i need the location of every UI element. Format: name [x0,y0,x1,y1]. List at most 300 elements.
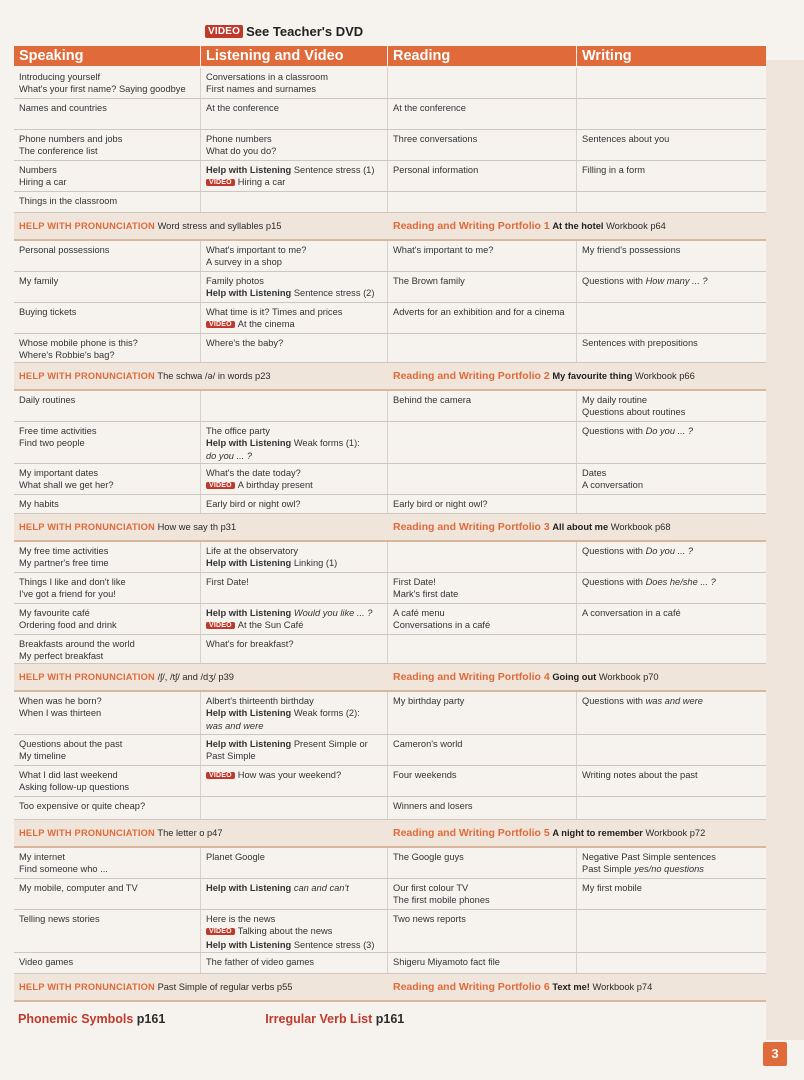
cell-line [206,720,382,732]
cell-text: My perfect breakfast [19,651,104,662]
table-cell [577,604,766,634]
cell-text: My internet [19,852,65,862]
cell-text: A café menu [393,608,445,618]
cell-line [206,769,382,782]
cell-line [582,337,761,349]
cell-line [19,479,195,491]
cell-text: Questions with [582,276,646,286]
pronunciation-text: The schwa /ə/ in words p23 [157,371,271,381]
portfolio-label: Reading and Writing Portfolio 6 [393,981,550,993]
table-cell [14,879,201,909]
cell-line [19,588,195,600]
cell-line [206,256,382,268]
cell-text: Writing notes about the past [582,770,698,780]
help-with-pronunciation [14,221,388,231]
cell-text: What's your first name? Saying goodbye [19,84,186,95]
pronunciation-portfolio-band [14,514,766,542]
table-row [14,68,766,99]
cell-line [206,306,382,318]
cell-text: Conversations in a classroom [206,72,328,82]
cell-text: Asking follow-up questions [19,782,130,793]
table-cell [201,130,388,160]
help-with-listening-label: Help with Listening [206,165,292,175]
table-cell [577,692,766,734]
pronunciation-label: HELP WITH PRONUNCIATION [19,672,155,682]
cell-line [19,83,195,95]
cell-text: Find someone who ... [19,864,108,875]
cell-text: My mobile, computer and TV [19,883,138,893]
cell-line [393,244,571,256]
table-row [14,422,766,464]
cell-line [393,800,571,812]
cell-line [393,588,571,600]
cell-line [582,695,761,707]
cell-line [582,851,761,863]
cell-line [206,956,382,968]
cell-text: Daily routines [19,395,76,405]
table-cell [577,797,766,819]
table-cell [577,735,766,765]
cell-line [19,71,195,83]
table-cell [577,241,766,271]
table-cell [388,303,577,333]
cell-line [19,195,195,207]
cell-text: Where's Robbie's bag? [19,350,115,361]
pronunciation-portfolio-band [14,213,766,241]
table-cell [201,391,388,421]
phonemic-symbols-link[interactable]: Phonemic Symbols p161 [18,1012,166,1026]
cell-line [19,695,195,707]
cell-line [582,133,761,145]
cell-line [206,176,382,189]
portfolio-label: Reading and Writing Portfolio 3 [393,521,550,533]
cell-text: The conference list [19,146,98,157]
help-with-listening-label: Help with Listening [206,288,292,299]
cell-text: Sentence stress (1) [291,165,375,175]
cell-text: What's for breakfast? [206,639,294,649]
cell-line [19,437,195,449]
video-badge: VIDEO [206,482,235,489]
cell-line [206,851,382,863]
table-cell [577,879,766,909]
portfolio-title: Text me! [552,982,590,992]
cell-text: Negative Past Simple sentences [582,852,716,862]
table-cell [14,604,201,634]
cell-line [393,851,571,863]
cell-text: Find two people [19,438,85,449]
cell-line [19,164,195,176]
cell-text: Cameron's world [393,739,463,749]
cell-line [19,800,195,812]
table-cell [14,635,201,663]
cell-text: My birthday party [393,696,465,706]
cell-line [206,619,382,632]
cell-line [206,707,382,719]
cell-line [206,337,382,349]
table-cell [14,161,201,191]
table-cell [577,391,766,421]
table-row [14,241,766,272]
cell-text: Four weekends [393,770,457,780]
table-cell [388,573,577,603]
table-cell [201,573,388,603]
table-cell [577,272,766,302]
table-cell [14,303,201,333]
cell-text: What's the date today? [206,468,301,478]
table-cell [388,241,577,271]
table-row [14,464,766,495]
cell-text: A conversation [582,480,643,491]
table-cell [577,68,766,98]
help-with-listening-label: Help with Listening [206,939,292,950]
cell-text: Sentences about you [582,134,670,144]
cell-line [19,750,195,762]
cell-line [19,781,195,793]
cell-line [582,545,761,557]
table-row [14,735,766,766]
cell-text: Free time activities [19,426,97,436]
cell-text: Numbers [19,165,57,175]
cell-line [19,176,195,188]
cell-text: Linking (1) [291,558,338,569]
table-cell [388,334,577,362]
cell-text: The Google guys [393,852,464,862]
cell-line [19,851,195,863]
table-cell [388,635,577,663]
header-reading: Reading [388,46,577,66]
cell-line [393,133,571,145]
cell-text: How was your weekend? [237,770,342,780]
table-cell [388,542,577,572]
header-speaking: Speaking [14,46,201,66]
cell-text: My timeline [19,751,67,762]
workbook-ref: Workbook p64 [606,221,666,231]
cell-line [19,607,195,619]
cell-text: What time is it? Times and prices [206,307,343,317]
cell-text: Introducing yourself [19,72,101,82]
table-cell [577,422,766,463]
table-row [14,391,766,422]
cell-line [206,71,382,83]
table-cell [577,766,766,796]
table-cell [14,573,201,603]
table-row [14,848,766,879]
cell-text: Personal information [393,165,479,175]
cell-line [206,557,382,569]
portfolio [388,220,766,232]
help-with-listening-label: Help with Listening [206,438,292,449]
cell-line [206,545,382,557]
cell-text: My friend's possessions [582,245,681,255]
cell-text: Sentences with prepositions [582,338,698,348]
table-cell [201,766,388,796]
table-cell [14,495,201,513]
portfolio [388,521,766,533]
cell-text: Planet Google [206,852,265,862]
table-cell [201,604,388,634]
table-cell [14,130,201,160]
cell-line [19,545,195,557]
video-note [205,22,363,40]
cell-text: What I did last weekend [19,770,118,780]
table-cell [14,68,201,98]
video-badge: VIDEO [206,772,235,779]
cell-text: Phone numbers [206,134,272,144]
contents-table [14,68,766,1002]
cell-line [393,275,571,287]
cell-text: At the Sun Café [237,620,304,631]
cell-line [393,576,571,588]
cell-text: Mark's first date [393,589,459,600]
table-cell [14,391,201,421]
cell-text: Life at the observatory [206,546,298,556]
cell-line [206,913,382,925]
cell-text: Hiring a car [237,177,286,188]
cell-text: I've got a friend for you! [19,589,116,600]
table-cell [14,241,201,271]
cell-text: At the cinema [237,319,295,330]
cell-text: Telling news stories [19,914,100,924]
table-row [14,99,766,130]
cell-text: Questions with [582,696,646,706]
cell-line [582,576,761,588]
table-cell [388,99,577,129]
cell-line [206,244,382,256]
table-cell [577,192,766,212]
cell-text: A survey in a shop [206,257,282,268]
table-cell [14,422,201,463]
table-cell [201,303,388,333]
cell-text: Questions about routines [582,407,686,418]
table-row [14,161,766,192]
portfolio-label: Reading and Writing Portfolio 5 [393,827,550,839]
cell-text: Shigeru Miyamoto fact file [393,957,500,967]
cell-text: What's important to me? [206,245,307,255]
cell-text: Weak forms (1): [291,438,360,449]
pronunciation-label: HELP WITH PRONUNCIATION [19,522,155,532]
table-cell [577,910,766,952]
cell-line [393,164,571,176]
cell-text: The Brown family [393,276,465,286]
cell-line [582,406,761,418]
table-cell [388,68,577,98]
header-listening-video: Listening and Video [201,46,388,66]
cell-line [206,425,382,437]
help-with-listening-label: Help with Listening [206,708,292,719]
cell-line [393,394,571,406]
cell-text: Past Simple [582,864,635,875]
table-row [14,797,766,820]
cell-text: My family [19,276,59,286]
pronunciation-portfolio-band [14,974,766,1002]
cell-line [19,467,195,479]
cell-line [206,925,382,938]
pronunciation-text: How we say th p31 [157,522,237,532]
cell-text: Winners and losers [393,801,473,811]
cell-line [19,425,195,437]
cell-line [19,956,195,968]
cell-line [206,437,382,449]
cell-line [19,498,195,510]
table-cell [14,910,201,952]
cell-text: Early bird or night owl? [206,499,301,509]
cell-text: Questions with [582,546,646,556]
table-cell [201,953,388,973]
cell-text: Early bird or night owl? [393,499,488,509]
table-row [14,334,766,363]
cell-italic-text: can and can't [291,883,349,893]
cell-line [19,650,195,662]
pronunciation-label: HELP WITH PRONUNCIATION [19,221,155,231]
workbook-ref: Workbook p72 [645,828,706,838]
cell-text: My first mobile [582,883,642,893]
pronunciation-portfolio-band [14,664,766,692]
cell-text: Phone numbers and jobs [19,134,123,144]
cell-line [19,557,195,569]
cell-line [19,349,195,361]
table-cell [388,766,577,796]
workbook-ref: Workbook p68 [610,522,671,532]
help-with-listening-label: Help with Listening [206,883,292,893]
cell-line [206,287,382,299]
cell-line [19,133,195,145]
cell-line [206,145,382,157]
cell-line [393,607,571,619]
portfolio-title: Going out [552,672,597,682]
video-badge: VIDEO [206,179,235,186]
help-with-pronunciation [14,672,388,682]
table-cell [201,542,388,572]
cell-italic-text: was and were [206,720,264,731]
table-cell [577,303,766,333]
table-cell [577,635,766,663]
cell-line [19,913,195,925]
cell-text: Family photos [206,276,264,286]
pronunciation-text: The letter o p47 [157,828,223,838]
cell-line [206,498,382,510]
table-row [14,272,766,303]
cell-text: A conversation in a café [582,608,681,618]
table-cell [388,953,577,973]
table-cell [577,953,766,973]
cell-italic-text: Do you ... ? [645,426,694,436]
cell-line [582,467,761,479]
cell-text: Personal possessions [19,245,110,255]
cell-text: What do you do? [206,146,277,157]
cell-text: The office party [206,426,270,436]
cell-line [582,607,761,619]
table-row [14,879,766,910]
cell-line [582,882,761,894]
table-cell [577,573,766,603]
header-writing: Writing [582,48,632,64]
cell-text: Hiring a car [19,177,67,188]
cell-text: Here is the news [206,914,276,924]
table-cell [577,495,766,513]
help-with-listening-label: Help with Listening [206,739,292,749]
table-cell [14,334,201,362]
table-cell [201,241,388,271]
table-row [14,192,766,213]
table-cell [14,99,201,129]
table-cell [388,879,577,909]
cell-line [393,498,571,510]
table-cell [201,68,388,98]
cell-text: Three conversations [393,134,478,144]
table-cell [577,99,766,129]
cell-italic-text: do you ... ? [206,450,252,461]
cell-line [393,882,571,894]
cell-text: At the conference [206,103,279,113]
pronunciation-portfolio-band [14,820,766,848]
pronunciation-text: Word stress and syllables p15 [157,221,282,231]
table-cell [201,192,388,212]
cell-text: Behind the camera [393,395,472,405]
cell-line [206,450,382,462]
help-with-pronunciation [14,828,388,838]
cell-line [393,695,571,707]
table-cell [388,422,577,463]
portfolio [388,981,766,993]
cell-line [582,863,761,875]
cell-text: Sentence stress (2) [291,288,375,299]
table-row [14,130,766,161]
video-note-text: See Teacher's DVD [246,23,364,39]
cell-line [206,102,382,114]
cell-line [19,306,195,318]
cell-line [393,102,571,114]
table-row [14,303,766,334]
cell-line [206,479,382,492]
irregular-verb-list-link[interactable]: Irregular Verb List p161 [265,1012,405,1026]
table-row [14,542,766,573]
table-cell [388,272,577,302]
table-cell [14,953,201,973]
help-with-pronunciation [14,371,388,381]
table-cell [577,464,766,494]
cell-text: Too expensive or quite cheap? [19,801,146,811]
cell-text: First Date! [206,577,249,587]
workbook-ref: Workbook p70 [598,672,659,682]
table-cell [388,604,577,634]
cell-text: First Date! [393,577,436,587]
cell-line [582,244,761,256]
cell-text: Where's the baby? [206,338,284,348]
cell-line [206,638,382,650]
table-cell [201,161,388,191]
cell-text: Talking about the news [237,926,333,937]
table-cell [388,161,577,191]
cell-text: Things in the classroom [19,196,118,206]
table-row [14,495,766,514]
cell-text: My important dates [19,468,99,478]
table-row [14,635,766,664]
table-cell [14,848,201,878]
table-cell [14,735,201,765]
table-cell [577,334,766,362]
table-cell [14,464,201,494]
cell-line [206,318,382,331]
table-cell [577,848,766,878]
page-number: 3 [763,1042,787,1066]
table-cell [201,692,388,734]
cell-line [393,894,571,906]
cell-line [393,956,571,968]
cell-line [206,467,382,479]
table-cell [201,797,388,819]
cell-text: My habits [19,499,59,509]
cell-line [582,275,761,287]
